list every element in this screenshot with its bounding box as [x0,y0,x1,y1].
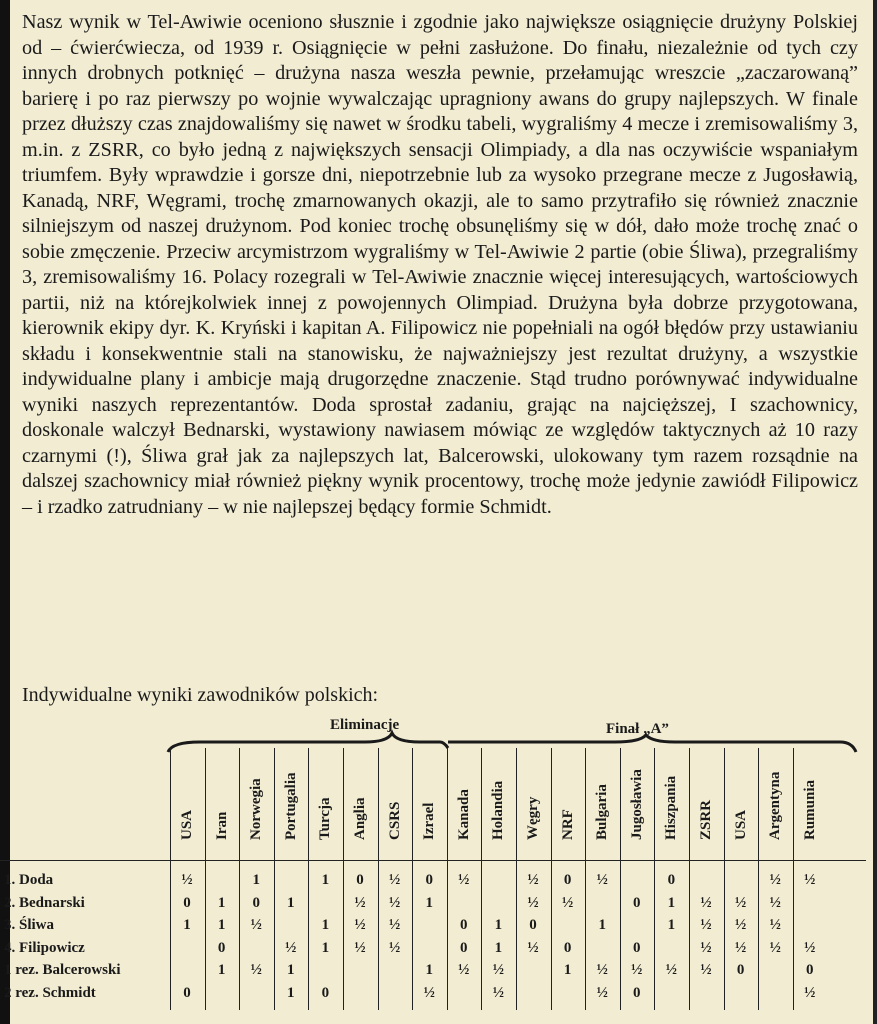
result-cell: ½ [804,872,816,888]
column-header [240,776,272,856]
column-header-label: USA [732,809,749,840]
result-cell: ½ [596,872,608,888]
column-header [517,776,549,856]
result-cell: ½ [734,894,747,911]
column-header [344,776,376,856]
result-cell: ½ [804,939,816,956]
result-cell: ½ [734,917,747,933]
result-cell: ½ [492,984,505,1001]
column-header-label: Jugosławia [628,769,645,840]
result-cell: ½ [354,939,366,956]
column-header-label: CSRS [386,801,403,840]
column-header-label: Hiszpania [663,775,680,840]
column-header [206,776,238,856]
result-cell: 0 [356,872,364,888]
result-cell: 1 [287,984,295,1001]
result-cell: 1 [321,939,330,956]
column-header-label: Izrael [421,802,438,840]
result-cell: ½ [804,984,816,1001]
column-header [621,769,653,856]
result-cell: ½ [527,939,539,956]
column-header-label: Turcja [317,797,334,840]
result-cell: ½ [181,872,193,888]
result-cell: ½ [527,872,539,888]
column-header [655,776,687,856]
result-cell: 1 [563,962,572,978]
column-header-label: Bulgaria [594,784,611,840]
result-cell: ½ [631,962,643,978]
group-label-final: Finał „A” [606,721,669,737]
result-cell: 1 [425,962,433,978]
column-header [171,776,203,856]
column-header [586,776,618,856]
column-header [448,776,480,856]
result-cell: 1 [252,872,260,888]
column-header-label: Iran [213,811,230,840]
result-cell: ½ [734,939,747,956]
result-cell: ½ [388,894,401,911]
result-cell: ½ [527,894,539,911]
column-header [482,776,514,856]
result-cell: ½ [250,917,262,933]
article-paragraph: Nasz wynik w Tel-Awiwie oceniono słusznie i zgodnie jako największe osiągnięcie drużyny Polskiej od – ćwierćwiecza, od 1939 r. Osiągnięcie w pełni zasłużone. Do finału, niezależnie od tych czy innych drobnych potknięć – drużyna nasza weszła pewnie, przełamując wreszcie „zaczarowaną” barierę i po raz pierwszy po wojnie wywalczając upragniony awans do grupy najlepszych. W finale przez dłuższy czas znajdowaliśmy się nawet w środku tabeli, wygraliśmy 4 mecze i zremisowaliśmy 3, m.in. z ZSRR, co było jedną z największych sensacji Olimpiady, a dla nas oczywiście wspaniałym triumfem. Były wprawdzie i gorsze dni, niepotrzebnie lub za wysoko przegrane mecze z Jugosławią, Kanadą, NRF, Węgrami, trochę zmarnowanych okazji, ale to samo przytrafiło się również znacznie silniejszym od naszej drużynom. Pod koniec trochę obsunęliśmy się w dół, dało może trochę znać o sobie zmęczenie. Przeciw arcymistrzom wygraliśmy w Tel-Awiwie 2 partie (obie Śliwa), przegraliśmy 3, zremisowaliśmy 16. Polacy rozegrali w Tel-Awiwie znacznie więcej interesujących, wartościowych partii, niż na którejkolwiek innej z powojennych Olimpiad. Drużyna była dobrze przygotowana, kierownik ekipy dyr. K. Kryński i kapitan A. Filipowicz nie popełniali na ogół błędów przy ustawianiu składu i konsekwentnie stali na stanowisku, że najważniejszy jest rezultat drużyny, a wszystkie indywidualne plany i ambicje mają drugorzędne znaczenie. Stąd trudno porównywać indywidualne wyniki naszych reprezentantów. Doda sprostał zadaniu, grając na najcięższej, I szachownicy, doskonale walczył Bednarski, wystawiony nawiasem mówiąc ze względów taktycznych aż 10 razy czarnymi (!), Śliwa grał jak za najlepszych lat, Balcerowski, ulokowany tym razem rozsądnie na dalszej szachownicy miał również piękny wynik procentowy, trochę może jedynie zawiódł Filipowicz – i rzadko zatrudniany – w nie najlepszej będący formie Schmidt. [22,11,858,518]
column-header [759,771,791,856]
column-header-label: Węgry [525,796,541,840]
result-cell: ½ [665,962,678,978]
group-label-eliminacje: Eliminacje [330,717,400,733]
result-cell: 1 [425,894,433,911]
column-header [309,776,341,856]
row-player-name: 4. Filipowicz [4,939,85,956]
result-cell: ½ [458,962,470,978]
result-cell: 0 [425,872,433,888]
column-header [794,776,826,856]
result-cell: ½ [700,894,712,911]
result-cell: 0 [252,894,260,911]
result-cell: 0 [460,939,468,956]
column-header [725,776,757,856]
result-cell: 0 [529,917,537,933]
result-cell: 1 [321,917,330,933]
result-cell: 1 [217,917,226,933]
result-cell: ½ [354,917,366,933]
result-cell: 0 [460,917,468,933]
result-cell: 1 [287,894,295,911]
column-header [379,776,411,856]
result-cell: 1 [217,894,226,911]
result-cell: 0 [806,962,814,978]
row-player-name: 3. Śliwa [4,917,55,933]
result-cell: ½ [458,872,470,888]
result-cell: 0 [183,894,191,911]
result-cell: 0 [667,872,676,888]
result-cell: ½ [700,917,712,933]
column-header-label: NRF [559,809,576,840]
table-title: Indywidualne wyniki zawodników polskich: [22,684,379,706]
result-cell: 1 [494,939,503,956]
column-header-label: Portugalia [282,772,299,840]
result-cell: ½ [388,917,401,933]
result-cell: 0 [321,984,330,1001]
result-cell: 1 [494,917,503,933]
column-header-label: ZSRR [698,799,714,840]
column-header [552,776,584,856]
result-cell: 0 [736,962,745,978]
result-cell: 1 [217,962,226,978]
result-cell: 0 [217,939,226,956]
result-cell: ½ [423,984,435,1001]
result-cell: ½ [492,962,505,978]
header-rule [0,860,866,861]
result-cell: ½ [388,939,401,956]
result-cell: ½ [561,894,574,911]
result-cell: ½ [596,984,608,1001]
result-cell: 0 [633,984,641,1001]
result-cell: ½ [769,894,781,911]
column-header [690,776,722,856]
result-cell: ½ [700,962,712,978]
row-player-name: 2 rez. Schmidt [4,984,96,1001]
column-header-label: Argentyna [767,771,784,840]
result-cell: ½ [250,962,262,978]
column-header-label: Kanada [455,789,472,840]
result-cell: 0 [183,984,191,1001]
column-header [275,772,307,856]
column-header-label: Rumunia [801,779,818,840]
result-cell: ½ [769,917,781,933]
result-cell: ½ [388,872,401,888]
result-cell: ½ [285,939,297,956]
column-header-label: Holandia [490,780,507,840]
result-cell: 0 [633,894,641,911]
result-cell: ½ [769,939,781,956]
column-header-label: Norwegia [248,778,265,840]
column-header-label: USA [179,809,195,840]
result-cell: 1 [667,894,676,911]
result-cell: ½ [596,962,608,978]
result-cell: ½ [354,894,366,911]
row-player-name: 1 rez. Balcerowski [4,962,121,978]
column-header [413,776,445,856]
result-cell: ½ [700,939,712,956]
result-cell: 1 [667,917,676,933]
result-cell: 1 [598,917,606,933]
result-cell: 1 [287,962,295,978]
result-cell: 1 [321,872,330,888]
result-cell: 0 [633,939,641,956]
row-player-name: 1. Doda [4,872,54,888]
row-player-name: 2. Bednarski [4,894,85,911]
result-cell: ½ [769,872,781,888]
result-cell: 0 [563,872,572,888]
column-header-label: Anglia [352,797,368,840]
result-cell: 1 [183,917,191,933]
result-cell: 0 [563,939,572,956]
